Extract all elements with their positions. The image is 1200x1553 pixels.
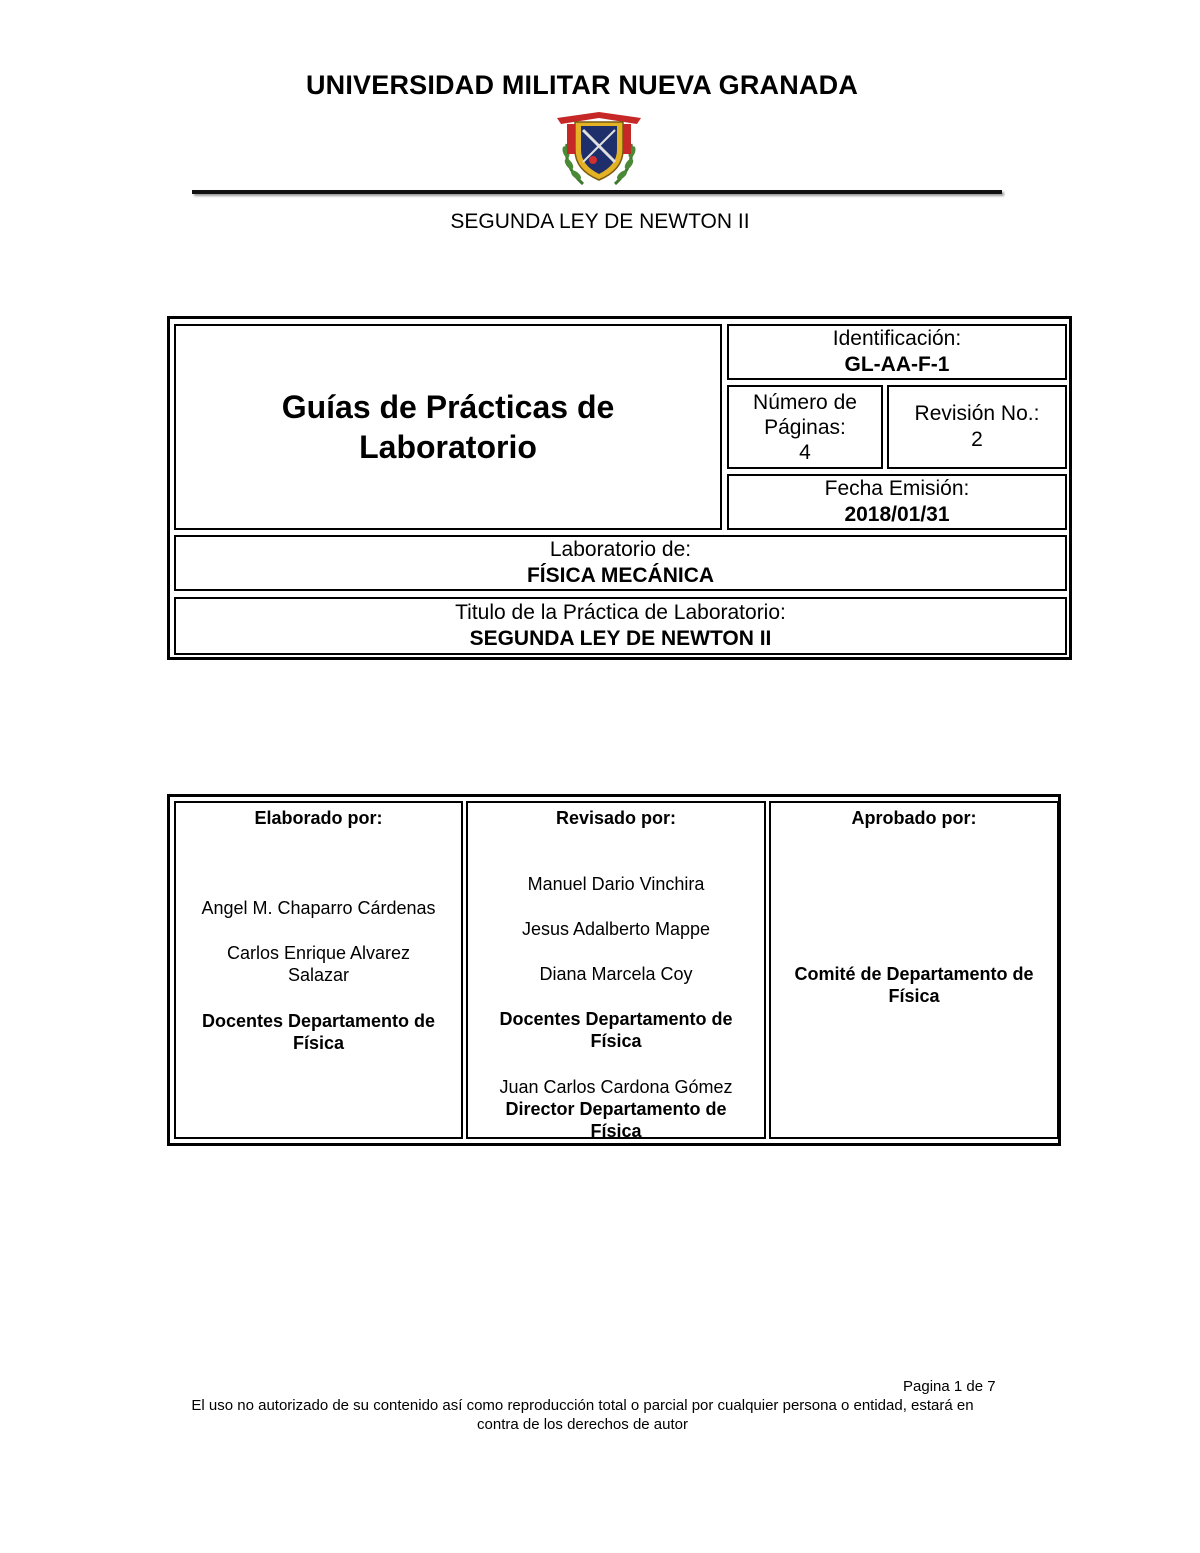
laboratorio-cell <box>174 535 1067 591</box>
guias-title-line1: Guías de Prácticas de <box>281 389 615 425</box>
laboratorio-value: FÍSICA MECÁNICA <box>526 564 715 587</box>
revisado-heading: Revisado por: <box>555 808 677 828</box>
titulo-practica-value: SEGUNDA LEY DE NEWTON II <box>469 627 772 650</box>
identificacion-cell <box>727 324 1067 380</box>
numero-paginas-value: 4 <box>799 440 811 464</box>
document-title: SEGUNDA LEY DE NEWTON II <box>450 210 750 233</box>
header-divider <box>192 190 1002 194</box>
fecha-emision-label: Fecha Emisión: <box>824 477 970 500</box>
copyright-notice-line-1: El uso no autorizado de su contenido así como reproducción total o parcial por cualquier persona o entidad, estará en <box>191 1397 974 1414</box>
identificacion-label: Identificación: <box>832 327 962 350</box>
aprobado-name-b: Física <box>888 986 940 1006</box>
elaborado-column <box>174 801 463 1139</box>
fecha-emision-value: 2018/01/31 <box>844 503 950 526</box>
revisado-role-b: Física <box>590 1031 642 1051</box>
titulo-practica-cell <box>174 597 1067 655</box>
copyright-notice <box>160 1396 1005 1434</box>
laboratorio-label: Laboratorio de: <box>549 538 692 561</box>
guias-title-line2: Laboratorio <box>359 429 537 465</box>
revision-value: 2 <box>971 428 983 451</box>
aprobado-heading: Aprobado por: <box>851 808 977 828</box>
elaborado-role-b: Física <box>292 1033 345 1053</box>
revisado-name-1: Manuel Dario Vinchira <box>527 874 705 894</box>
director-role-a: Director Departamento de <box>505 1099 727 1119</box>
university-name: UNIVERSIDAD MILITAR NUEVA GRANADA <box>305 70 859 100</box>
director-name: Juan Carlos Cardona Gómez <box>499 1077 733 1097</box>
numero-paginas-cell <box>727 385 883 469</box>
revision-cell <box>887 385 1067 469</box>
revisado-role-a: Docentes Departamento de <box>499 1009 733 1029</box>
revisado-name-2: Jesus Adalberto Mappe <box>521 919 711 939</box>
copyright-notice-line-2: contra de los derechos de autor <box>477 1416 688 1433</box>
aprobado-name-a: Comité de Departamento de <box>794 964 1034 984</box>
director-role-b: Física <box>590 1121 642 1141</box>
elaborado-name-2b: Salazar <box>287 965 350 985</box>
guias-cell <box>174 324 722 530</box>
revision-label: Revisión No.: <box>914 402 1040 425</box>
fecha-emision-cell <box>727 474 1067 530</box>
elaborado-name-2a: Carlos Enrique Alvarez <box>226 943 411 963</box>
titulo-practica-label: Titulo de la Práctica de Laboratorio: <box>455 601 786 624</box>
identificacion-value: GL-AA-F-1 <box>844 353 950 376</box>
aprobado-column <box>769 801 1059 1139</box>
elaborado-role-a: Docentes Departamento de <box>201 1011 436 1031</box>
revisado-name-3: Diana Marcela Coy <box>539 964 693 984</box>
page-number: Pagina 1 de 7 <box>903 1378 996 1395</box>
elaborado-heading: Elaborado por: <box>254 808 383 828</box>
revisado-column <box>466 801 766 1139</box>
elaborado-name-1: Angel M. Chaparro Cárdenas <box>201 898 436 918</box>
signature-table <box>167 794 1061 1146</box>
university-emblem-logo <box>553 104 645 190</box>
numero-paginas-label-2: Páginas: <box>764 415 846 439</box>
numero-paginas-label-1: Número de <box>753 390 857 414</box>
document-info-table <box>167 316 1072 660</box>
